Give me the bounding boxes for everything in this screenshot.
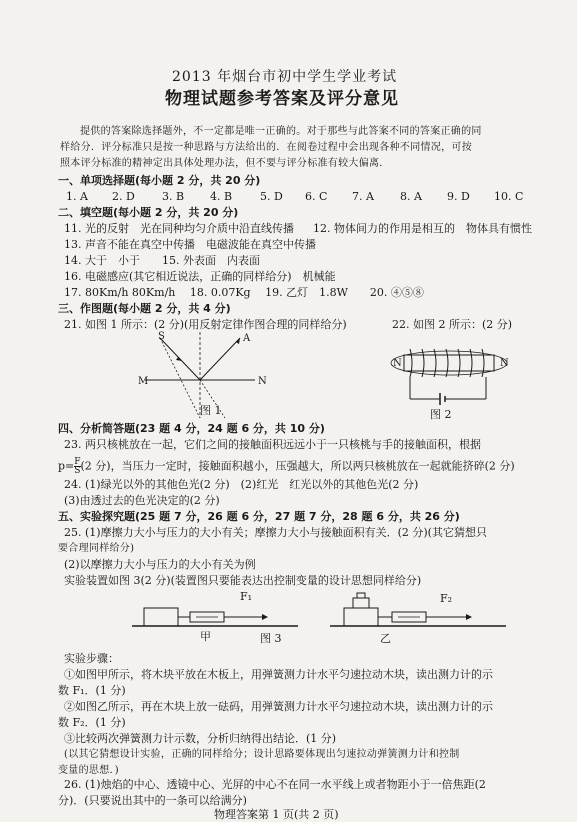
figure-1-label-m: M: [138, 376, 149, 387]
step-2-line-2: 数 F₂．(1 分): [58, 716, 126, 729]
answer-2: 2. D: [112, 190, 135, 203]
section-2-heading: 二、填空题(每小题 2 分，共 20 分): [58, 206, 239, 219]
answer-16: 16. 电磁感应(其它相近说法，正确的同样给分) 机械能: [64, 270, 336, 283]
answer-8: 8. A: [400, 190, 422, 203]
figure-2-caption: 图 2: [430, 408, 452, 421]
answer-21: 21. 如图 1 所示：(2 分)(用反射定律作图合理的同样给分): [64, 318, 347, 331]
answer-13: 13. 声音不能在真空中传播 电磁波能在真空中传播: [64, 238, 316, 251]
answer-17-20: 17. 80Km/h 80Km/h 18. 0.07Kg 19. 乙灯 1.8W 20. ④⑤⑧: [64, 286, 424, 299]
figure-2-label-right-n: N: [500, 358, 509, 369]
answer-10: 10. C: [494, 190, 524, 203]
step-3-note-2: 变量的思想．): [58, 765, 120, 776]
answer-24-line-2: (3)由透过去的色光决定的(2 分): [64, 494, 220, 507]
page-footer: 物理答案第 1 页(共 2 页): [214, 808, 339, 821]
figure-3-label-yi: 乙: [380, 632, 391, 645]
answer-26-line-1: 26. (1)烛焰的中心、透镜中心、光屏的中心不在同一水平线上或者物距小于一倍焦距(2: [64, 778, 486, 791]
document-title: 物理试题参考答案及评分意见: [165, 89, 399, 109]
answer-6: 6. C: [305, 190, 328, 203]
preface-line-2: 样给分．评分标准只是按一种思路与方法给出的．在阅卷过程中会出现各种不同情况，可按: [60, 142, 472, 153]
answer-5: 5. D: [260, 190, 283, 203]
fraction-numerator: F: [74, 457, 81, 467]
figure-3-label-f2: F₂: [440, 592, 453, 605]
figure-1-label-n: N: [258, 376, 267, 387]
section-4-heading: 四、分析简答题(23 题 4 分，24 题 6 分，共 10 分): [58, 422, 325, 435]
answer-12: 12. 物体间力的作用是相互的 物体具有惯性: [313, 222, 532, 235]
figure-2-solenoid-diagram: [390, 335, 510, 410]
figure-1-label-s: S: [158, 331, 165, 342]
answer-3: 3. B: [162, 190, 185, 203]
figure-1-label-a: A: [243, 333, 251, 344]
figure-3-caption: 图 3: [260, 632, 282, 645]
step-3-note-1: (以其它猜想设计实验，正确的同样给分；设计思路要体现出匀速拉动弹簧测力计和控制: [64, 749, 460, 760]
answer-25-line-1: 25. (1)摩擦力大小与压力的大小有关；摩擦力大小与接触面积有关．(2 分)(其它猜想只: [64, 526, 487, 539]
answer-25-line-4: 实验装置如图 3(2 分)(装置图只要能表达出控制变量的设计思想同样给分): [64, 574, 422, 587]
answer-4: 4. B: [210, 190, 233, 203]
answer-23-line-1: 23. 两只核桃放在一起，它们之间的接触面积远远小于一只核桃与手的接触面积，根据: [64, 438, 481, 451]
section-1-heading: 一、单项选择题(每小题 2 分，共 20 分): [58, 174, 261, 187]
figure-3-label-jia: 甲: [200, 630, 211, 643]
preface-line-3: 照本评分标准的精神定出具体处理办法，但不要与评分标准有较大偏离．: [60, 158, 390, 169]
fraction-denominator: S: [74, 466, 81, 476]
answer-22: 22. 如图 2 所示：(2 分): [392, 318, 513, 331]
answer-25-line-2: 要合理同样给分): [58, 543, 135, 554]
answer-1: 1. A: [66, 190, 88, 203]
answer-23-explanation: (2 分)，当压力一定时，接触面积越小，压强越大，所以两只核桃放在一起就能挤碎(2 分): [80, 459, 515, 473]
answer-26-line-2: 分)．(只要说出其中的一条可以给满分): [58, 794, 247, 807]
figure-2-label-left-n: N: [393, 358, 402, 369]
answer-9: 9. D: [447, 190, 470, 203]
answer-11: 11. 光的反射 光在同种均匀介质中沿直线传播: [64, 222, 294, 235]
figure-3-label-f1: F₁: [240, 590, 253, 603]
step-2-line-1: ②如图乙所示，再在木块上放一砝码，用弹簧测力计水平匀速拉动木块，读出测力计的示: [64, 700, 493, 713]
figure-3-experiment-setup: [130, 590, 510, 640]
steps-heading: 实验步骤：: [64, 652, 119, 665]
pressure-symbol: p=: [58, 459, 75, 473]
section-5-heading: 五、实验探究题(25 题 7 分，26 题 6 分，27 题 7 分，28 题 6 分，共 26 分): [58, 510, 460, 523]
answer-7: 7. A: [352, 190, 374, 203]
preface-line-1: 提供的答案除选择题外，不一定都是唯一正确的。对于那些与此答案不同的答案正确的同: [80, 126, 482, 137]
answer-23-line-2: [58, 458, 515, 475]
answer-25-line-3: (2)以摩擦力大小与压力的大小有关为例: [64, 558, 256, 571]
step-3: ③比较两次弹簧测力计示数，分析归纳得出结论．(1 分): [64, 732, 337, 745]
step-1-line-2: 数 F₁．(1 分): [58, 684, 126, 697]
exam-title: 2013 年烟台市初中学生学业考试: [172, 69, 398, 85]
answer-14-15: 14. 大于 小于 15. 外表面 内表面: [64, 254, 260, 267]
answer-24-line-1: 24. (1)绿光以外的其他色光(2 分) (2)红光 红光以外的其他色光(2 分): [64, 478, 419, 491]
figure-1-caption: 图 1: [200, 404, 222, 417]
section-3-heading: 三、作图题(每小题 2 分，共 4 分): [58, 302, 231, 315]
step-1-line-1: ①如图甲所示，将木块平放在木板上，用弹簧测力计水平匀速拉动木块，读出测力计的示: [64, 668, 493, 681]
